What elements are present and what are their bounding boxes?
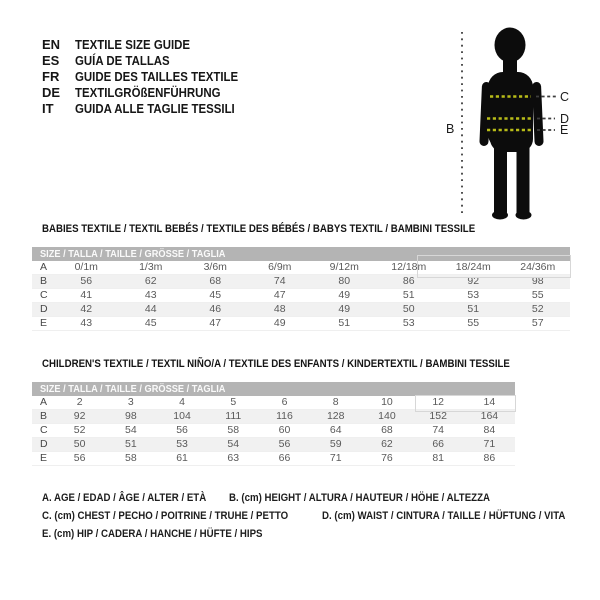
language-row	[42, 101, 260, 117]
table-cell: 66	[278, 452, 291, 464]
row-label: C	[40, 424, 48, 436]
table-cell: 54	[227, 438, 240, 450]
table-cell: 52	[531, 303, 544, 315]
table-cell: 45	[209, 289, 222, 301]
table-cell: 92	[467, 275, 480, 287]
legend-line: C. (cm) CHEST / PECHO / POITRINE / TRUHE / PETTO	[42, 510, 289, 522]
figure-label-waist: D	[560, 112, 570, 126]
table-cell: 51	[402, 289, 415, 301]
table-cell: 66	[432, 438, 444, 450]
table-cell: 60	[278, 424, 291, 436]
row-label: B	[40, 275, 48, 287]
language-row	[42, 37, 260, 53]
table-cell: 12/18m	[391, 261, 427, 273]
row-label: D	[40, 303, 48, 315]
row-label: E	[40, 452, 48, 464]
language-code: DE	[42, 85, 61, 100]
table-cell: 5	[230, 396, 237, 408]
table-cell: 49	[338, 289, 351, 301]
table-cell: 42	[80, 303, 93, 315]
legend-line: E. (cm) HIP / CADERA / HANCHE / HÜFTE / HIPS	[42, 528, 263, 540]
table-cell: 9/12m	[329, 261, 359, 273]
table-cell: 116	[276, 410, 293, 422]
legend-line: A. AGE / EDAD / ÂGE / ALTER / ETÀ	[42, 492, 207, 504]
table-cell: 18/24m	[455, 261, 491, 273]
table-cell: 76	[381, 452, 393, 464]
table-cell: 71	[483, 438, 496, 450]
language-label: GUIDE DES TAILLES TEXTILE	[75, 69, 239, 84]
row-label: B	[40, 410, 48, 422]
table-cell: 14	[483, 396, 496, 408]
child-silhouette	[479, 28, 543, 220]
table-row	[32, 438, 515, 452]
table-cell: 128	[326, 410, 345, 422]
language-code: FR	[42, 69, 60, 84]
children-table-title	[42, 358, 574, 370]
table-row	[32, 289, 570, 303]
table-row	[32, 452, 515, 466]
table-cell: 44	[144, 303, 157, 315]
table-cell: 53	[402, 317, 415, 329]
table-cell: 98	[531, 275, 544, 287]
table-row	[32, 396, 515, 410]
language-list	[42, 37, 260, 117]
figure-label-height: B	[446, 122, 455, 136]
table-cell: 51	[338, 317, 351, 329]
table-cell: 4	[179, 396, 185, 408]
table-cell: 64	[329, 424, 342, 436]
table-row	[32, 275, 570, 289]
child-figure-diagram	[438, 14, 586, 226]
table-cell: 62	[381, 438, 393, 450]
table-cell: 84	[483, 424, 496, 436]
table-cell: 68	[209, 275, 222, 287]
table-cell: 63	[227, 452, 240, 464]
table-cell: 10	[381, 396, 393, 408]
legend-line: B. (cm) HEIGHT / ALTURA / HAUTEUR / HÖHE / ALTEZZA	[228, 492, 490, 504]
table-cell: 49	[273, 317, 286, 329]
measurement-legend	[42, 488, 600, 542]
language-code: IT	[42, 101, 54, 116]
table-cell: 62	[144, 275, 157, 287]
table-cell: 43	[80, 317, 93, 329]
table-cell: 49	[338, 303, 351, 315]
children-size-table	[32, 382, 515, 466]
table-cell: 47	[209, 317, 222, 329]
table-row	[32, 410, 515, 424]
children-table-title-text: CHILDREN'S TEXTILE / TEXTIL NIÑO/A / TEXTILE DES ENFANTS / KINDERTEXTIL / BAMBINI TESSILE	[42, 358, 510, 370]
children-table-header	[32, 382, 515, 396]
table-cell: 50	[73, 438, 86, 450]
table-cell: 51	[467, 303, 480, 315]
table-cell: 55	[467, 317, 480, 329]
table-cell: 164	[480, 410, 499, 422]
babies-table-header-text: SIZE / TALLA / TAILLE / GRÖSSE / TAGLIA	[40, 248, 226, 260]
language-code: ES	[42, 53, 60, 68]
table-cell: 140	[378, 410, 396, 422]
table-cell: 6	[281, 396, 288, 408]
language-row	[42, 53, 260, 69]
table-cell: 45	[144, 317, 157, 329]
legend-line: D. (cm) WAIST / CINTURA / TAILLE / HÜFTUNG / VITA	[321, 510, 566, 522]
row-label: C	[40, 289, 48, 301]
table-cell: 111	[225, 410, 242, 422]
table-cell: 47	[273, 289, 286, 301]
table-cell: 43	[144, 289, 157, 301]
table-cell: 52	[73, 424, 86, 436]
table-cell: 80	[338, 275, 351, 287]
table-cell: 56	[278, 438, 291, 450]
table-cell: 56	[73, 452, 86, 464]
language-code: EN	[42, 37, 61, 52]
table-cell: 71	[329, 452, 342, 464]
table-cell: 61	[176, 452, 188, 464]
table-cell: 59	[329, 438, 342, 450]
language-label: TEXTILE SIZE GUIDE	[75, 37, 191, 52]
table-cell: 24/36m	[520, 261, 556, 273]
table-cell: 1/3m	[139, 261, 163, 273]
table-cell: 51	[124, 438, 137, 450]
table-cell: 81	[432, 452, 444, 464]
table-cell: 53	[176, 438, 188, 450]
table-cell: 2	[76, 396, 83, 408]
table-cell: 56	[176, 424, 188, 436]
table-cell: 74	[273, 275, 286, 287]
table-cell: 57	[531, 317, 544, 329]
table-cell: 48	[273, 303, 286, 315]
table-cell: 86	[402, 275, 415, 287]
table-cell: 86	[483, 452, 496, 464]
table-cell: 53	[467, 289, 480, 301]
table-cell: 0/1m	[74, 261, 98, 273]
table-cell: 6/9m	[268, 261, 292, 273]
figure-label-hip: E	[560, 123, 569, 137]
figure-label-chest: C	[560, 90, 570, 104]
table-cell: 3/6m	[203, 261, 227, 273]
table-cell: 58	[227, 424, 240, 436]
children-table-header-text: SIZE / TALLA / TAILLE / GRÖSSE / TAGLIA	[40, 383, 226, 395]
row-label: D	[40, 438, 48, 450]
language-label: GUÍA DE TALLAS	[75, 53, 170, 68]
language-row	[42, 85, 260, 101]
language-label: TEXTILGRÖßENFÜHRUNG	[75, 85, 221, 100]
babies-table-header	[32, 247, 570, 261]
table-cell: 152	[429, 410, 447, 422]
table-cell: 46	[209, 303, 222, 315]
table-cell: 55	[531, 289, 544, 301]
babies-size-table	[32, 247, 570, 331]
table-cell: 58	[124, 452, 137, 464]
table-row	[32, 261, 570, 275]
table-cell: 41	[80, 289, 93, 301]
table-cell: 104	[173, 410, 191, 422]
table-cell: 8	[332, 396, 339, 408]
table-cell: 68	[381, 424, 393, 436]
table-cell: 3	[127, 396, 134, 408]
babies-table-title	[42, 223, 534, 235]
row-label: A	[40, 396, 48, 408]
table-row	[32, 317, 570, 331]
table-row	[32, 424, 515, 438]
table-cell: 12	[432, 396, 444, 408]
language-label: GUIDA ALLE TAGLIE TESSILI	[75, 101, 235, 116]
table-cell: 56	[80, 275, 93, 287]
table-cell: 92	[73, 410, 86, 422]
table-cell: 74	[432, 424, 444, 436]
language-row	[42, 69, 260, 85]
table-row	[32, 303, 570, 317]
table-cell: 50	[402, 303, 415, 315]
table-cell: 54	[124, 424, 137, 436]
row-label: E	[40, 317, 48, 329]
babies-table-title-text: BABIES TEXTILE / TEXTIL BEBÉS / TEXTILE DES BÉBÉS / BABYS TEXTIL / BAMBINI TESSILE	[42, 223, 476, 235]
row-label: A	[40, 261, 48, 273]
table-cell: 98	[124, 410, 137, 422]
